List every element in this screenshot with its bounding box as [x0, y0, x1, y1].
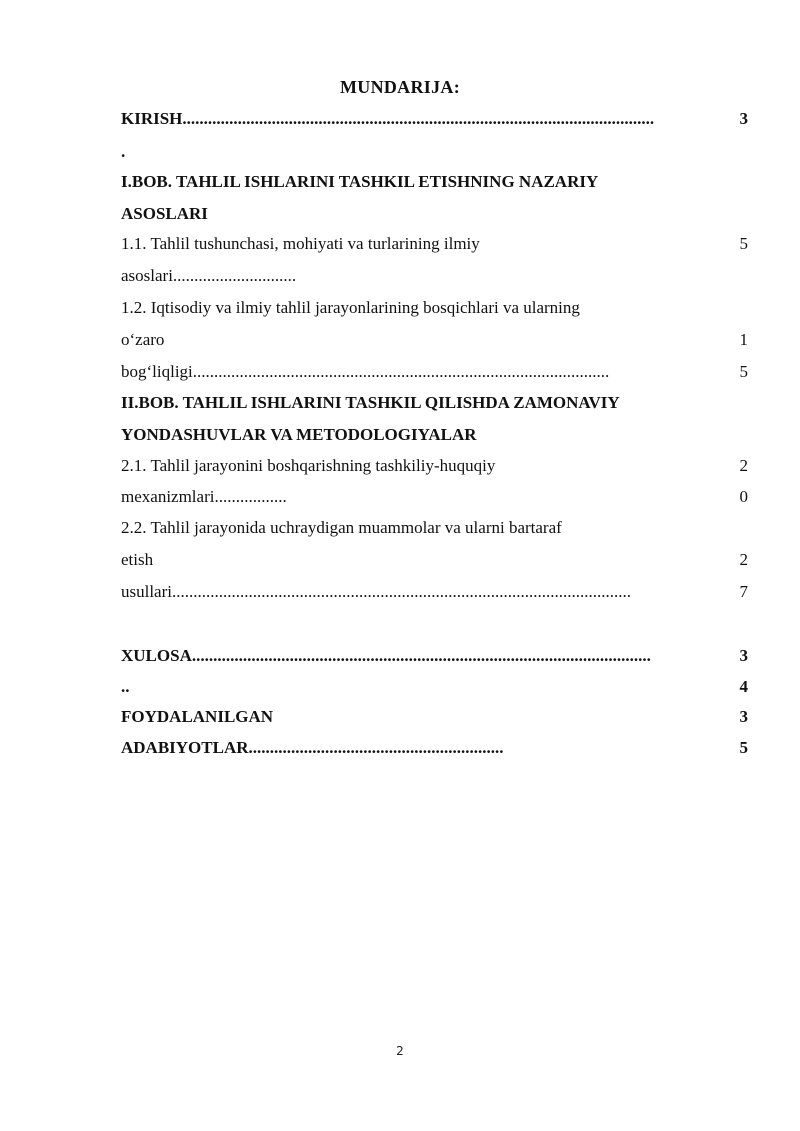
toc-chapter-1-heading: I.BOB. TAHLIL ISHLARINI TASHKIL ETISHNING NAZARIY [121, 172, 599, 191]
toc-page-1-2-digit-2: 5 [739, 362, 748, 381]
toc-page-2-2-digit-2: 7 [739, 582, 748, 601]
toc-page-1-1: 5 [739, 234, 748, 253]
toc-page-kirish: 3 [739, 109, 748, 128]
toc-page-references-digit-1: 3 [739, 707, 748, 726]
toc-section-1-2: 1.2. Iqtisodiy va ilmiy tahlil jarayonlarining bosqichlari va ularning [121, 298, 580, 317]
toc-section-2-1-cont: mexanizmlari................. [121, 487, 287, 506]
toc-section-1-1: 1.1. Tahlil tushunchasi, mohiyati va turlarining ilmiy [121, 234, 480, 253]
toc-page-xulosa-digit-1: 3 [739, 646, 748, 665]
toc-page-2-1-digit-2: 0 [739, 487, 748, 506]
toc-page-xulosa-digit-2: 4 [739, 677, 748, 696]
toc-section-1-2-cont: o‘zaro [121, 330, 165, 349]
toc-chapter-2-heading-cont: YONDASHUVLAR VA METODOLOGIYALAR [121, 425, 477, 444]
toc-section-2-2: 2.2. Tahlil jarayonida uchraydigan muammolar va ularni bartaraf [121, 518, 562, 537]
toc-section-1-1-cont: asoslari............................. [121, 266, 297, 285]
toc-chapter-1-heading-cont: ASOSLARI [121, 204, 208, 223]
page-title: MUNDARIJA: [340, 77, 460, 97]
toc-chapter-2-heading: II.BOB. TAHLIL ISHLARINI TASHKIL QILISHDA ZAMONAVIY [121, 393, 620, 412]
toc-section-1-2-cont-2: bog‘liqligi.................................................................................................. [121, 362, 610, 381]
toc-section-2-2-cont-2: usullari............................................................................................................ [121, 582, 631, 601]
toc-page-1-2-digit-1: 1 [739, 330, 748, 349]
toc-section-2-1: 2.1. Tahlil jarayonini boshqarishning tashkiliy-huquqiy [121, 456, 496, 475]
toc-entry-kirish: KIRISH............................................................................................................... [121, 109, 655, 128]
toc-section-2-2-cont: etish [121, 550, 154, 569]
toc-entry-xulosa: XULOSA............................................................................................................ [121, 646, 651, 665]
page-number: 2 [396, 1044, 404, 1058]
toc-page-2-1-digit-1: 2 [739, 456, 748, 475]
toc-entry-references: FOYDALANILGAN [121, 707, 274, 726]
toc-entry-references-cont: ADABIYOTLAR............................................................ [121, 738, 504, 757]
toc-page-2-2-digit-1: 2 [739, 550, 748, 569]
toc-page-references-digit-2: 5 [739, 738, 748, 757]
toc-entry-kirish-continuation: . [121, 142, 126, 161]
toc-entry-xulosa-cont: .. [121, 677, 130, 696]
